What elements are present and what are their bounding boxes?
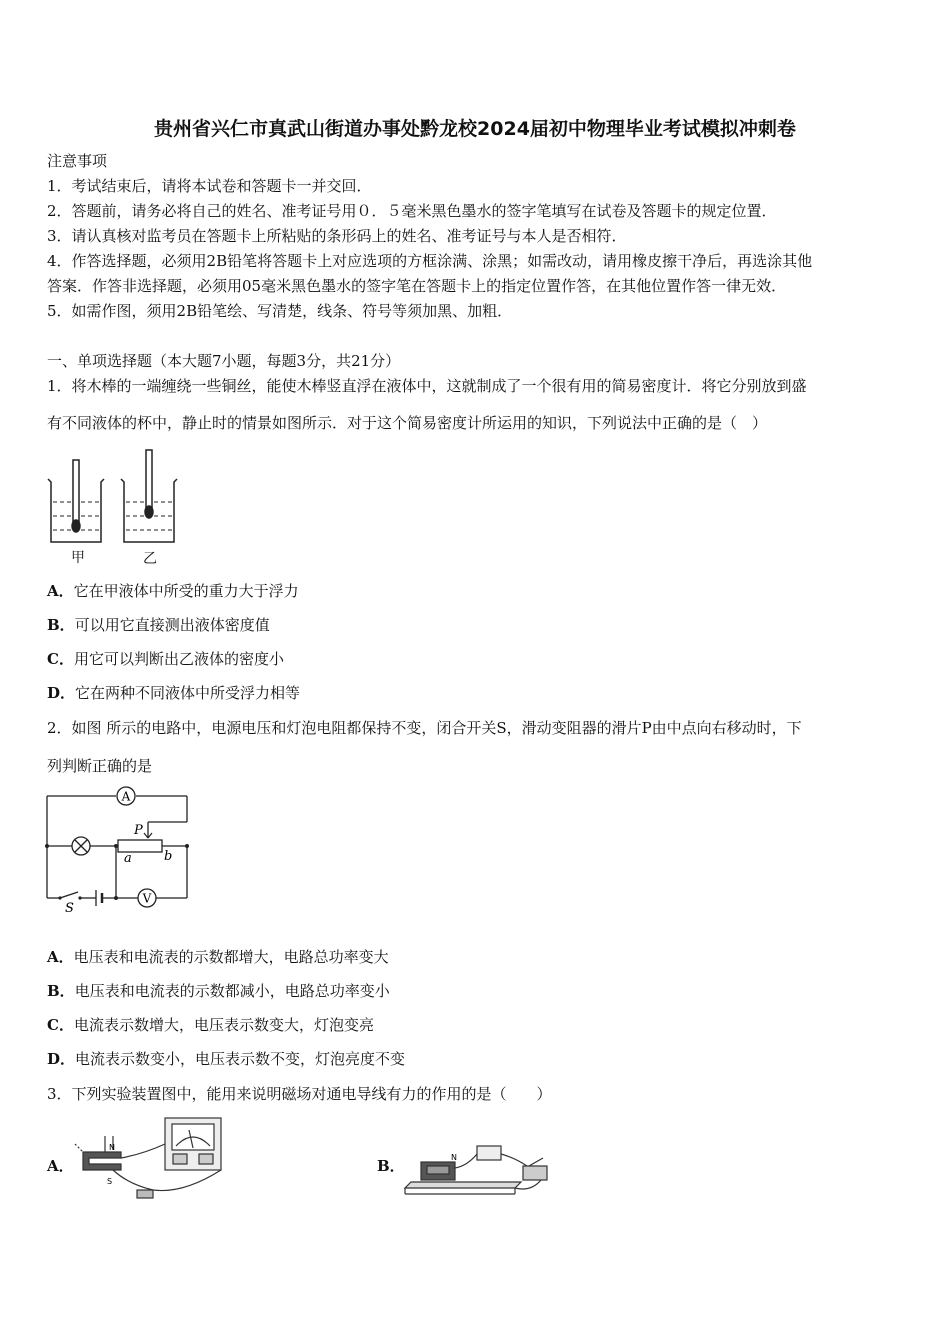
option-text: 可以用它直接测出液体密度值 bbox=[74, 616, 270, 634]
notice-item: 5．如需作图，须用2B铅笔绘、写清楚，线条、符号等须加黑、加粗． bbox=[47, 302, 513, 320]
q1-option-a[interactable] bbox=[47, 581, 299, 601]
q3-option-b-figure[interactable] bbox=[403, 1140, 558, 1206]
q1-option-b[interactable] bbox=[47, 615, 270, 635]
option-text: 电流表示数增大，电压表示数变大，灯泡变亮 bbox=[73, 1016, 374, 1034]
notice-item: 1．考试结束后，请将本试卷和答题卡一并交回． bbox=[47, 177, 372, 195]
notice-item: 4．作答选择题，必须用2B铅笔将答题卡上对应选项的方框涂满、涂黑；如需改动，请用橡皮擦干净后，再选涂其他 bbox=[47, 252, 813, 270]
option-key: D． bbox=[47, 684, 76, 702]
q3-option-a-figure[interactable] bbox=[73, 1114, 228, 1206]
beaker-jia bbox=[48, 460, 104, 542]
q2-option-c[interactable] bbox=[47, 1015, 374, 1035]
lamp-icon bbox=[72, 837, 90, 855]
notice-item: 3．请认真核对监考员在答题卡上所粘贴的条形码上的姓名、准考证号与本人是否相符． bbox=[47, 227, 627, 245]
q2-option-d[interactable] bbox=[47, 1049, 405, 1069]
q1-stem-line1: 1．将木棒的一端缠绕一些铜丝，能使木棒竖直浮在液体中，这就制成了一个很有用的简易密度计．将它分别放到盛 bbox=[47, 377, 807, 395]
option-key: B． bbox=[47, 982, 75, 1000]
section-heading: 一、单项选择题（本大题7小题，每题3分，共21分） bbox=[47, 352, 401, 370]
q3-option-b-key[interactable]: B． bbox=[377, 1157, 405, 1175]
north-pole-mark: N bbox=[109, 1143, 115, 1152]
option-key: D． bbox=[47, 1050, 76, 1068]
option-text: 电压表和电流表的示数都增大，电路总功率变大 bbox=[73, 948, 389, 966]
q2-option-b[interactable] bbox=[47, 981, 390, 1001]
q1-option-c[interactable] bbox=[47, 649, 284, 669]
notice-item: 2．答题前，请务必将自己的姓名、准考证号用０．５毫米黑色墨水的签字笔填写在试卷及答题卡的规定位置． bbox=[47, 202, 777, 220]
option-text: 电流表示数变小，电压表示数不变，灯泡亮度不变 bbox=[75, 1050, 406, 1068]
q3-option-a-key[interactable]: A． bbox=[47, 1157, 74, 1175]
north-pole-mark: N bbox=[451, 1153, 457, 1162]
option-text: 它在两种不同液体中所受浮力相等 bbox=[75, 684, 301, 702]
q2-option-a[interactable] bbox=[47, 947, 389, 967]
option-key: A． bbox=[47, 948, 74, 966]
terminal-b-label: b bbox=[164, 849, 173, 864]
q1-stem-line2: 有不同液体的杯中，静止时的情景如图所示．对于这个简易密度计所运用的知识，下列说法中正确的是（ ） bbox=[47, 414, 768, 432]
page-title: 贵州省兴仁市真武山街道办事处黔龙校2024届初中物理毕业考试模拟冲刺卷 bbox=[154, 118, 796, 140]
q2-circuit-figure bbox=[40, 784, 200, 914]
south-pole-mark: S bbox=[107, 1177, 113, 1186]
option-text: 它在甲液体中所受的重力大于浮力 bbox=[73, 582, 299, 600]
terminal-a-label: a bbox=[124, 851, 132, 866]
ammeter-icon bbox=[117, 787, 135, 805]
fig-label-jia: 甲 bbox=[71, 550, 85, 566]
q2-stem-line1: 2．如图 所示的电路中，电源电压和灯泡电阻都保持不变，闭合开关S，滑动变阻器的滑片P由中点向右移动时，下 bbox=[47, 719, 802, 737]
beaker-yi bbox=[121, 450, 177, 542]
ammeter-label: A bbox=[121, 789, 131, 804]
option-text: 用它可以判断出乙液体的密度小 bbox=[73, 650, 284, 668]
option-text: 电压表和电流表的示数都减小，电路总功率变小 bbox=[74, 982, 390, 1000]
slider-label: P bbox=[134, 823, 143, 838]
q1-density-meter-figure bbox=[45, 446, 185, 546]
notice-heading: 注意事项 bbox=[47, 152, 108, 170]
voltmeter-label: V bbox=[142, 891, 152, 906]
q2-stem-line2: 列判断正确的是 bbox=[47, 757, 153, 775]
notice-item: 答案．作答非选择题，必须用05毫米黑色墨水的签字笔在答题卡上的指定位置作答，在其他位置作答一律无效． bbox=[47, 277, 787, 295]
switch-label: S bbox=[65, 901, 74, 916]
q1-option-d[interactable] bbox=[47, 683, 300, 703]
option-key: B． bbox=[47, 616, 75, 634]
voltmeter-icon bbox=[138, 889, 156, 907]
option-key: A． bbox=[47, 582, 74, 600]
option-key: C． bbox=[47, 1016, 74, 1034]
q3-stem: 3．下列实验装置图中，能用来说明磁场对通电导线有力的作用的是（ ） bbox=[47, 1085, 552, 1103]
option-key: C． bbox=[47, 650, 74, 668]
fig-label-yi: 乙 bbox=[143, 551, 157, 567]
